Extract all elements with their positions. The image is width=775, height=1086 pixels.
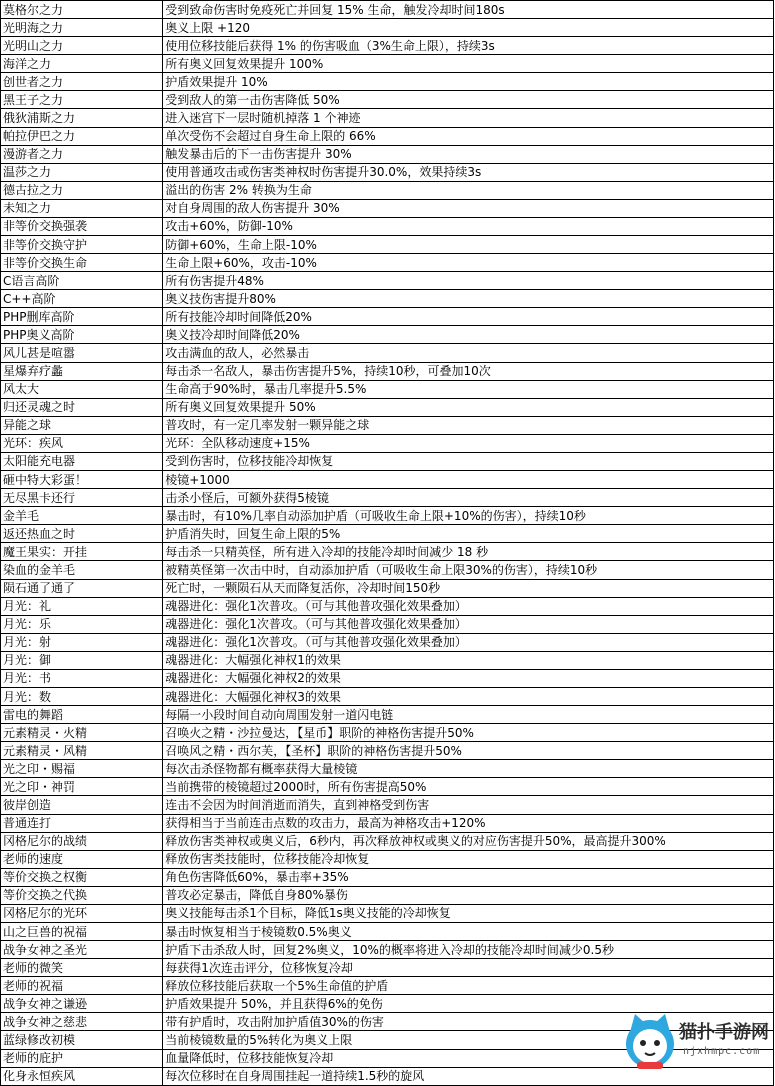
attribute-name-cell: PHP奥义高阶 [1,326,163,344]
table-row [1,543,774,561]
attribute-effect-cell: 暴击时，有10%几率自动添加护盾（可吸收生命上限+10%的伤害），持续10秒 [163,507,774,525]
table-row [1,308,774,326]
table-row [1,814,774,832]
attribute-name-cell: 染血的金羊毛 [1,561,163,579]
attribute-effect-cell: 触发暴击后的下一击伤害提升 30% [163,145,774,163]
attribute-name-cell: 普通连打 [1,814,163,832]
table-row [1,217,774,235]
table-row [1,941,774,959]
table-row [1,904,774,922]
attribute-effect-cell: 每获得1次连击评分，位移恢复冷却 [163,959,774,977]
attribute-name-cell: 归还灵魂之时 [1,398,163,416]
attribute-effect-cell: 带有护盾时，攻击附加护盾值30%的伤害 [163,1013,774,1031]
attribute-name-cell: 海洋之力 [1,55,163,73]
table-row [1,380,774,398]
table-row [1,579,774,597]
attribute-effect-cell: 所有奥义回复效果提升 100% [163,55,774,73]
attribute-table-body [1,1,774,1086]
attribute-name-cell: PHP删库高阶 [1,308,163,326]
table-row [1,724,774,742]
attribute-effect-cell: 当前棱镜数量的5%转化为奥义上限 [163,1031,774,1049]
attribute-name-cell: 非等价交换强袭 [1,217,163,235]
table-row [1,91,774,109]
table-row [1,706,774,724]
attribute-effect-cell: 每隔一小段时间自动向周围发射一道闪电链 [163,706,774,724]
attribute-name-cell: 俄狄浦斯之力 [1,109,163,127]
attribute-effect-cell: 魂器进化：强化1次普攻。（可与其他普攻强化效果叠加） [163,633,774,651]
attribute-name-cell: 太阳能充电器 [1,452,163,470]
attribute-name-cell: C++高阶 [1,290,163,308]
attribute-effect-cell: 奥义技能每击杀1个目标，降低1s奥义技能的冷却恢复 [163,904,774,922]
attribute-name-cell: 元素精灵・火精 [1,724,163,742]
attribute-effect-cell: 对自身周围的敌人伤害提升 30% [163,199,774,217]
table-row [1,977,774,995]
watermark [619,1008,769,1078]
attribute-effect-cell: 连击不会因为时间消逝而消失，直到神格受到伤害 [163,796,774,814]
attribute-effect-cell: 单次受伤不会超过自身生命上限的 66% [163,127,774,145]
table-row [1,109,774,127]
table-row [1,561,774,579]
table-row [1,742,774,760]
attribute-name-cell: 漫游者之力 [1,145,163,163]
table-row [1,236,774,254]
table-row [1,19,774,37]
attribute-effect-cell: 护盾消失时，回复生命上限的5% [163,525,774,543]
attribute-name-cell: 帕拉伊巴之力 [1,127,163,145]
attribute-effect-cell: 受到敌人的第一击伤害降低 50% [163,91,774,109]
attribute-name-cell: 光明山之力 [1,37,163,55]
table-row [1,290,774,308]
attribute-effect-cell: 攻击+60%，防御-10% [163,217,774,235]
attribute-name-cell: 光环：疾风 [1,434,163,452]
attribute-effect-cell: 血量降低时，位移技能恢复冷却 [163,1049,774,1067]
attribute-name-cell: 老师的速度 [1,850,163,868]
attribute-name-cell: C语言高阶 [1,272,163,290]
attribute-effect-cell: 释放位移技能后获取一个5%生命值的护盾 [163,977,774,995]
attribute-name-cell: 光之印・赐福 [1,760,163,778]
table-row [1,778,774,796]
attribute-name-cell: 等价交换之代换 [1,886,163,904]
table-row [1,362,774,380]
attribute-name-cell: 星爆弃疗蠡 [1,362,163,380]
attribute-effect-cell: 攻击满血的敌人，必然暴击 [163,344,774,362]
attribute-effect-cell: 防御+60%，生命上限-10% [163,236,774,254]
attribute-effect-cell: 奥义技冷却时间降低20% [163,326,774,344]
attribute-effect-cell: 魂器进化：强化1次普攻。（可与其他普攻强化效果叠加） [163,597,774,615]
table-row [1,55,774,73]
table-row [1,597,774,615]
table-row [1,615,774,633]
table-row [1,199,774,217]
table-row [1,651,774,669]
attribute-name-cell: 非等价交换生命 [1,254,163,272]
table-row [1,868,774,886]
attribute-name-cell: 返还热血之时 [1,525,163,543]
attribute-effect-cell: 受到致命伤害时免疫死亡并回复 15% 生命，触发冷却时间180s [163,1,774,19]
attribute-effect-cell: 暴击时恢复相当于棱镜数0.5%奥义 [163,922,774,940]
attribute-name-cell: 雷电的舞蹈 [1,706,163,724]
table-row [1,669,774,687]
attribute-effect-cell: 当前携带的棱镜超过2000时，所有伤害提高50% [163,778,774,796]
attribute-effect-cell: 死亡时，一颗陨石从天而降复活你，冷却时间150秒 [163,579,774,597]
attribute-effect-cell: 所有奥义回复效果提升 50% [163,398,774,416]
attribute-effect-cell: 每次位移时在自身周围挂起一道持续1.5秒的旋风 [163,1067,774,1085]
attribute-name-cell: 月光：射 [1,633,163,651]
table-row [1,452,774,470]
watermark-brand: 猫扑手游网 [679,1022,769,1043]
table-row [1,507,774,525]
attribute-name-cell: 非等价交换守护 [1,236,163,254]
table-row [1,886,774,904]
attribute-name-cell: 老师的祝福 [1,977,163,995]
attribute-effect-cell: 使用普通攻击或伤害类神权时伤害提升30.0%，效果持续3s [163,163,774,181]
table-row [1,687,774,705]
attribute-effect-cell: 所有伤害提升48% [163,272,774,290]
table-row [1,127,774,145]
attribute-name-cell: 异能之球 [1,416,163,434]
attribute-name-cell: 未知之力 [1,199,163,217]
attribute-effect-cell: 普攻必定暴击，降低自身80%暴伤 [163,886,774,904]
attribute-effect-cell: 棱镜+1000 [163,471,774,489]
attribute-name-cell: 陨石通了通了 [1,579,163,597]
attribute-effect-cell: 使用位移技能后获得 1% 的伤害吸血（3%生命上限），持续3s [163,37,774,55]
attribute-name-cell: 蓝绿修改初模 [1,1031,163,1049]
table-row [1,434,774,452]
attribute-name-cell: 化身永恒疾风 [1,1067,163,1085]
attribute-name-cell: 光之印・神罚 [1,778,163,796]
attribute-name-cell: 莫格尔之力 [1,1,163,19]
attribute-name-cell: 创世者之力 [1,73,163,91]
attribute-effect-cell: 所有技能冷却时间降低20% [163,308,774,326]
table-row [1,633,774,651]
attribute-name-cell: 冈格尼尔的光环 [1,904,163,922]
attribute-effect-cell: 召唤风之精・西尔芙，【圣杯】职阶的神格伤害提升50% [163,742,774,760]
attribute-name-cell: 德古拉之力 [1,181,163,199]
attribute-effect-cell: 角色伤害降低60%，暴击率+35% [163,868,774,886]
attribute-name-cell: 月光：乐 [1,615,163,633]
attribute-name-cell: 等价交换之权衡 [1,868,163,886]
table-row [1,73,774,91]
table-row [1,163,774,181]
table-row [1,525,774,543]
attribute-effect-cell: 释放伤害类技能时，位移技能冷却恢复 [163,850,774,868]
table-row [1,760,774,778]
table-row [1,272,774,290]
attribute-name-cell: 冈格尼尔的战绩 [1,832,163,850]
attribute-name-cell: 老师的庇护 [1,1049,163,1067]
attribute-effect-cell: 护盾效果提升 10% [163,73,774,91]
attribute-effect-cell: 进入迷宫下一层时随机掉落 1 个神迹 [163,109,774,127]
table-row [1,37,774,55]
attribute-name-cell: 老师的微笑 [1,959,163,977]
table-row [1,959,774,977]
cat-mascot-icon [619,1010,681,1072]
attribute-name-cell: 战争女神之慈悲 [1,1013,163,1031]
attribute-name-cell: 砸中特大彩蛋！ [1,471,163,489]
attribute-name-cell: 月光：礼 [1,597,163,615]
attribute-effect-cell: 奥义技伤害提升80% [163,290,774,308]
attribute-name-cell: 战争女神之圣光 [1,941,163,959]
attribute-name-cell: 无尽黑卡还行 [1,489,163,507]
attribute-name-cell: 战争女神之谦逊 [1,995,163,1013]
attribute-name-cell: 元素精灵・风精 [1,742,163,760]
table-row [1,796,774,814]
table-row [1,326,774,344]
attribute-name-cell: 风儿甚是喧嚣 [1,344,163,362]
watermark-url: njxhmpc.com [683,1046,761,1057]
table-row [1,832,774,850]
attribute-effect-cell: 生命上限+60%，攻击-10% [163,254,774,272]
table-row [1,344,774,362]
attribute-effect-cell: 受到伤害时，位移技能冷却恢复 [163,452,774,470]
attribute-effect-cell: 溢出的伤害 2% 转换为生命 [163,181,774,199]
attribute-effect-cell: 被精英怪第一次击中时，自动添加护盾（可吸收生命上限30%的伤害），持续10秒 [163,561,774,579]
attribute-name-cell: 月光：书 [1,669,163,687]
attribute-name-cell: 风太大 [1,380,163,398]
attribute-name-cell: 魔王果实：开挂 [1,543,163,561]
attribute-effect-cell: 魂器进化：强化1次普攻。（可与其他普攻强化效果叠加） [163,615,774,633]
attribute-effect-cell: 魂器进化：大幅强化神权3的效果 [163,687,774,705]
attribute-name-cell: 月光：数 [1,687,163,705]
attribute-effect-cell: 魂器进化：大幅强化神权1的效果 [163,651,774,669]
attribute-effect-cell: 普攻时，有一定几率发射一颗异能之球 [163,416,774,434]
table-row [1,398,774,416]
attribute-name-cell: 月光：御 [1,651,163,669]
attribute-effect-cell: 生命高于90%时，暴击几率提升5.5% [163,380,774,398]
table-row [1,145,774,163]
attribute-effect-cell: 护盾效果提升 50%，并且获得6%的免伤 [163,995,774,1013]
attribute-name-cell: 金羊毛 [1,507,163,525]
attribute-effect-cell: 获得相当于当前连击点数的攻击力，最高为神格攻击+120% [163,814,774,832]
attribute-effect-cell: 释放伤害类神权或奥义后，6秒内，再次释放神权或奥义的对应伤害提升50%，最高提升300% [163,832,774,850]
attribute-effect-cell: 击杀小怪后，可额外获得5棱镜 [163,489,774,507]
attribute-effect-cell: 魂器进化：大幅强化神权2的效果 [163,669,774,687]
attribute-effect-cell: 每击杀一只精英怪，所有进入冷却的技能冷却时间减少 18 秒 [163,543,774,561]
table-row [1,1,774,19]
table-row [1,922,774,940]
attribute-name-cell: 山之巨兽的祝福 [1,922,163,940]
table-row [1,416,774,434]
attribute-effect-cell: 光环：全队移动速度+15% [163,434,774,452]
attribute-name-cell: 温莎之力 [1,163,163,181]
table-row [1,850,774,868]
table-row [1,489,774,507]
table-row [1,181,774,199]
attribute-effect-cell: 奥义上限 +120 [163,19,774,37]
attribute-name-cell: 黑王子之力 [1,91,163,109]
table-row [1,254,774,272]
table-row [1,471,774,489]
attribute-name-cell: 光明海之力 [1,19,163,37]
attribute-effect-cell: 每击杀一名敌人，暴击伤害提升5%，持续10秒，可叠加10次 [163,362,774,380]
attribute-effect-cell: 护盾下击杀敌人时，回复2%奥义，10%的概率将进入冷却的技能冷却时间减少0.5秒 [163,941,774,959]
attribute-effect-cell: 每次击杀怪物都有概率获得大量棱镜 [163,760,774,778]
attribute-name-cell: 彼岸创造 [1,796,163,814]
attribute-effect-cell: 召唤火之精・沙拉曼达，【星币】职阶的神格伤害提升50% [163,724,774,742]
